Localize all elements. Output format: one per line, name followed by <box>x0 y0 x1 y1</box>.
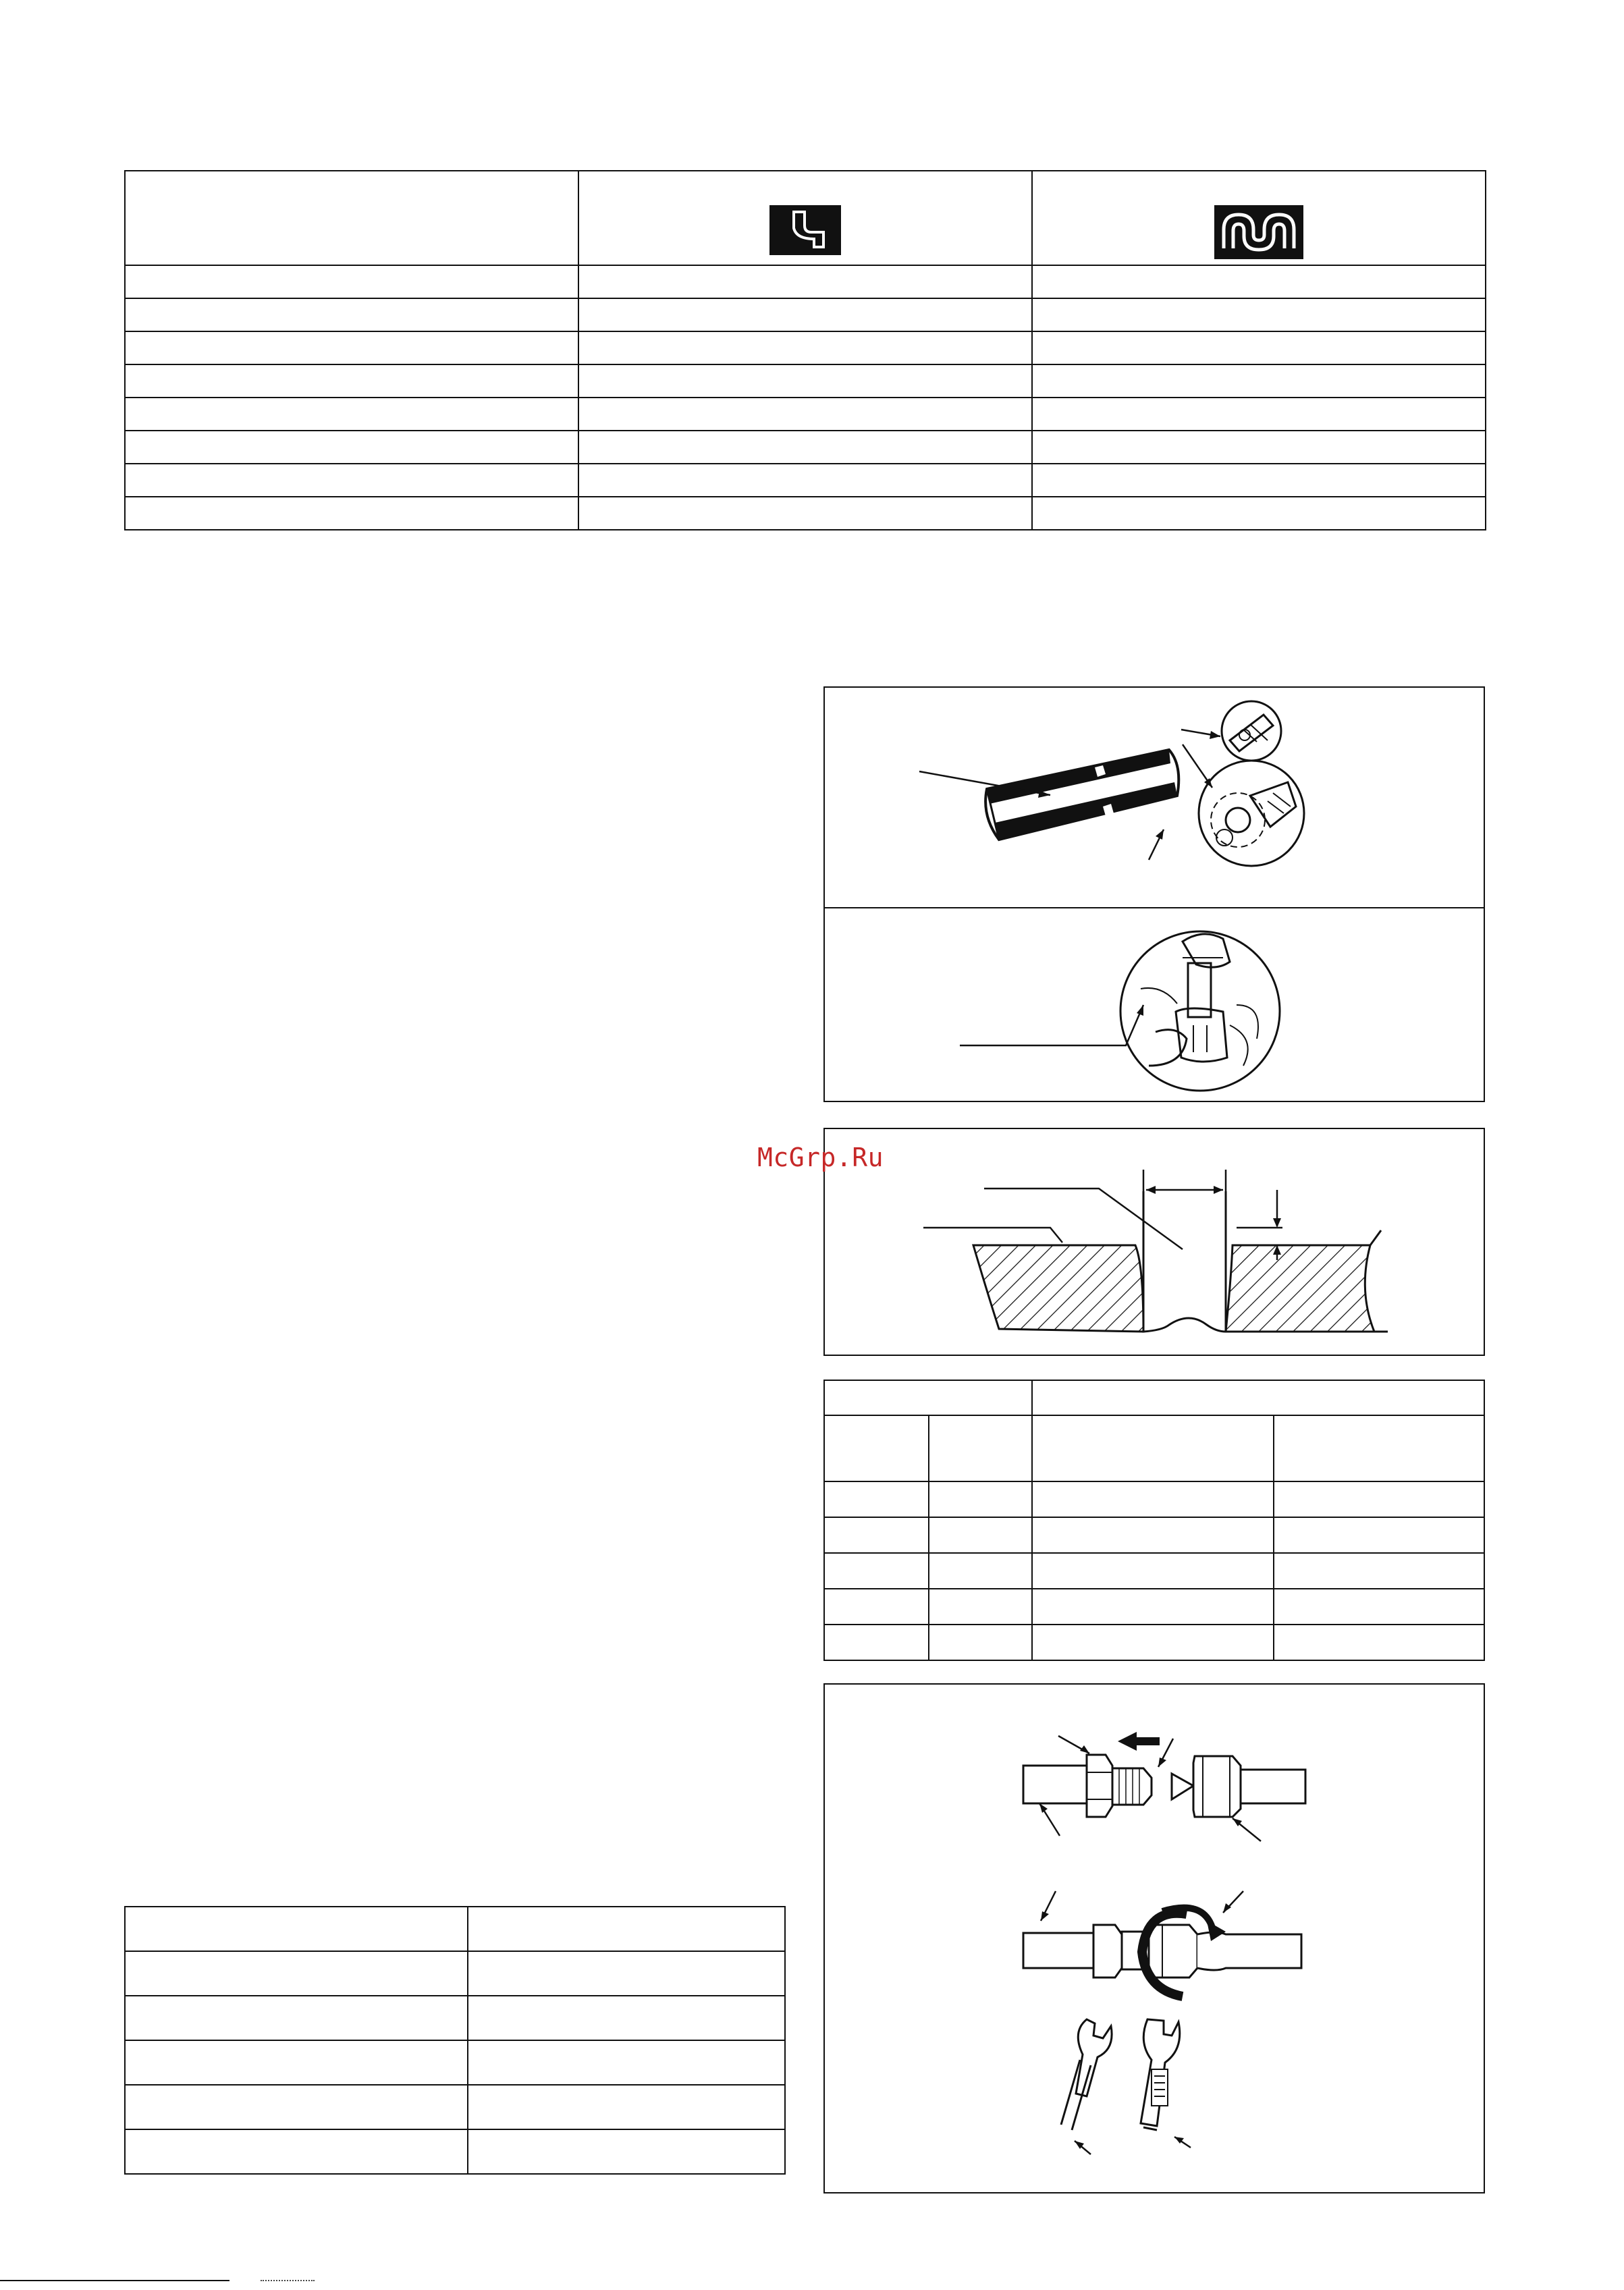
table-cell <box>125 2040 468 2085</box>
table-cell <box>929 1625 1032 1660</box>
table-cell <box>468 2085 785 2129</box>
pipe-drawing <box>985 750 1179 840</box>
table-row <box>125 497 1486 530</box>
table-cell <box>1032 1553 1274 1589</box>
table-header-row <box>125 171 1486 265</box>
table-cell <box>929 1481 1032 1517</box>
table-row <box>824 1589 1484 1625</box>
table-cell <box>125 497 578 530</box>
table-cell <box>125 331 578 364</box>
table-cell <box>1274 1589 1484 1625</box>
cutter-detail-icon <box>1222 701 1281 761</box>
table-row <box>824 1481 1484 1517</box>
table-cell <box>824 1589 929 1625</box>
table-cell <box>929 1517 1032 1553</box>
table-cell <box>125 398 578 431</box>
union-joined-drawing <box>1023 1908 1301 1996</box>
table-cell <box>125 364 578 398</box>
table-cell <box>1032 364 1486 398</box>
footer-mark <box>261 2280 315 2283</box>
table-cell <box>1032 331 1486 364</box>
table-cell <box>578 398 1032 431</box>
table-row <box>125 1951 785 1996</box>
table-cell <box>1032 464 1486 497</box>
table-cell <box>1032 265 1486 298</box>
table-row <box>125 298 1486 331</box>
header-cell <box>125 171 578 265</box>
flare-dimension-table <box>823 1380 1485 1661</box>
table-cell <box>578 364 1032 398</box>
header-cell <box>1032 1415 1274 1481</box>
table-cell <box>1032 1481 1274 1517</box>
header-cell <box>1274 1415 1484 1481</box>
table-cell <box>1032 1517 1274 1553</box>
table-cell <box>125 2085 468 2129</box>
table-cell <box>578 464 1032 497</box>
table-cell <box>1274 1481 1484 1517</box>
table-cell <box>578 497 1032 530</box>
flare-section-illustration <box>825 1129 1484 1355</box>
table-cell <box>468 2040 785 2085</box>
wrench-icon <box>1061 2019 1112 2130</box>
table-cell <box>1032 497 1486 530</box>
cutter-on-pipe-icon <box>1199 761 1304 866</box>
header-cell <box>1032 171 1486 265</box>
table-cell <box>1032 398 1486 431</box>
table-row <box>125 265 1486 298</box>
table-header-row <box>125 1907 785 1951</box>
footer-rule <box>0 2280 229 2281</box>
table-cell <box>468 1951 785 1996</box>
table-cell <box>1032 1589 1274 1625</box>
reamer-detail-icon <box>1120 931 1280 1091</box>
header-cell <box>824 1380 1032 1415</box>
table-header-row <box>824 1380 1484 1415</box>
table-cell <box>824 1625 929 1660</box>
table-row <box>125 1996 785 2040</box>
table-cell <box>125 1951 468 1996</box>
table-row <box>824 1553 1484 1589</box>
table-cell <box>1032 298 1486 331</box>
table-row <box>125 398 1486 431</box>
table-cell <box>824 1481 929 1517</box>
elbow-pipe-icon <box>769 205 841 255</box>
table-cell <box>929 1589 1032 1625</box>
table-cell <box>125 464 578 497</box>
table-cell <box>1032 1625 1274 1660</box>
table-cell <box>1274 1517 1484 1553</box>
table-cell <box>125 2129 468 2174</box>
table-row <box>125 2129 785 2174</box>
table-row <box>125 2085 785 2129</box>
table-cell <box>125 1996 468 2040</box>
pipe-bends-icon <box>1214 205 1303 259</box>
header-cell <box>468 1907 785 1951</box>
table-row <box>125 431 1486 464</box>
table-row <box>125 364 1486 398</box>
flare-connection-illustration <box>825 1685 1484 2192</box>
table-cell <box>824 1517 929 1553</box>
table-cell <box>1274 1625 1484 1660</box>
table-row <box>125 331 1486 364</box>
table-cell <box>1274 1553 1484 1589</box>
torque-table <box>124 1906 786 2175</box>
table-cell <box>578 265 1032 298</box>
table-cell <box>468 2129 785 2174</box>
header-cell <box>125 1907 468 1951</box>
table-cell <box>578 331 1032 364</box>
header-cell <box>1032 1380 1484 1415</box>
flare-connection-panel <box>823 1683 1485 2193</box>
header-cell <box>578 171 1032 265</box>
table-row <box>125 464 1486 497</box>
table-cell <box>125 298 578 331</box>
header-cell <box>929 1415 1032 1481</box>
table-cell <box>125 431 578 464</box>
torque-wrench-icon <box>1141 2019 1180 2130</box>
pipe-cutting-panel <box>823 686 1485 1102</box>
table-cell <box>824 1553 929 1589</box>
table-cell <box>578 431 1032 464</box>
table-cell <box>1032 431 1486 464</box>
table-row <box>824 1517 1484 1553</box>
pipe-cutting-illustration <box>825 688 1484 1101</box>
pipe-length-table <box>124 170 1486 530</box>
table-cell <box>929 1553 1032 1589</box>
flare-section-panel <box>823 1128 1485 1356</box>
table-row <box>824 1625 1484 1660</box>
table-cell <box>125 265 578 298</box>
watermark: McGrp.Ru <box>757 1143 884 1172</box>
union-separated-drawing <box>1023 1732 1305 1817</box>
table-cell <box>578 298 1032 331</box>
table-cell <box>468 1996 785 2040</box>
table-header-row <box>824 1415 1484 1481</box>
header-cell <box>824 1415 929 1481</box>
table-row <box>125 2040 785 2085</box>
